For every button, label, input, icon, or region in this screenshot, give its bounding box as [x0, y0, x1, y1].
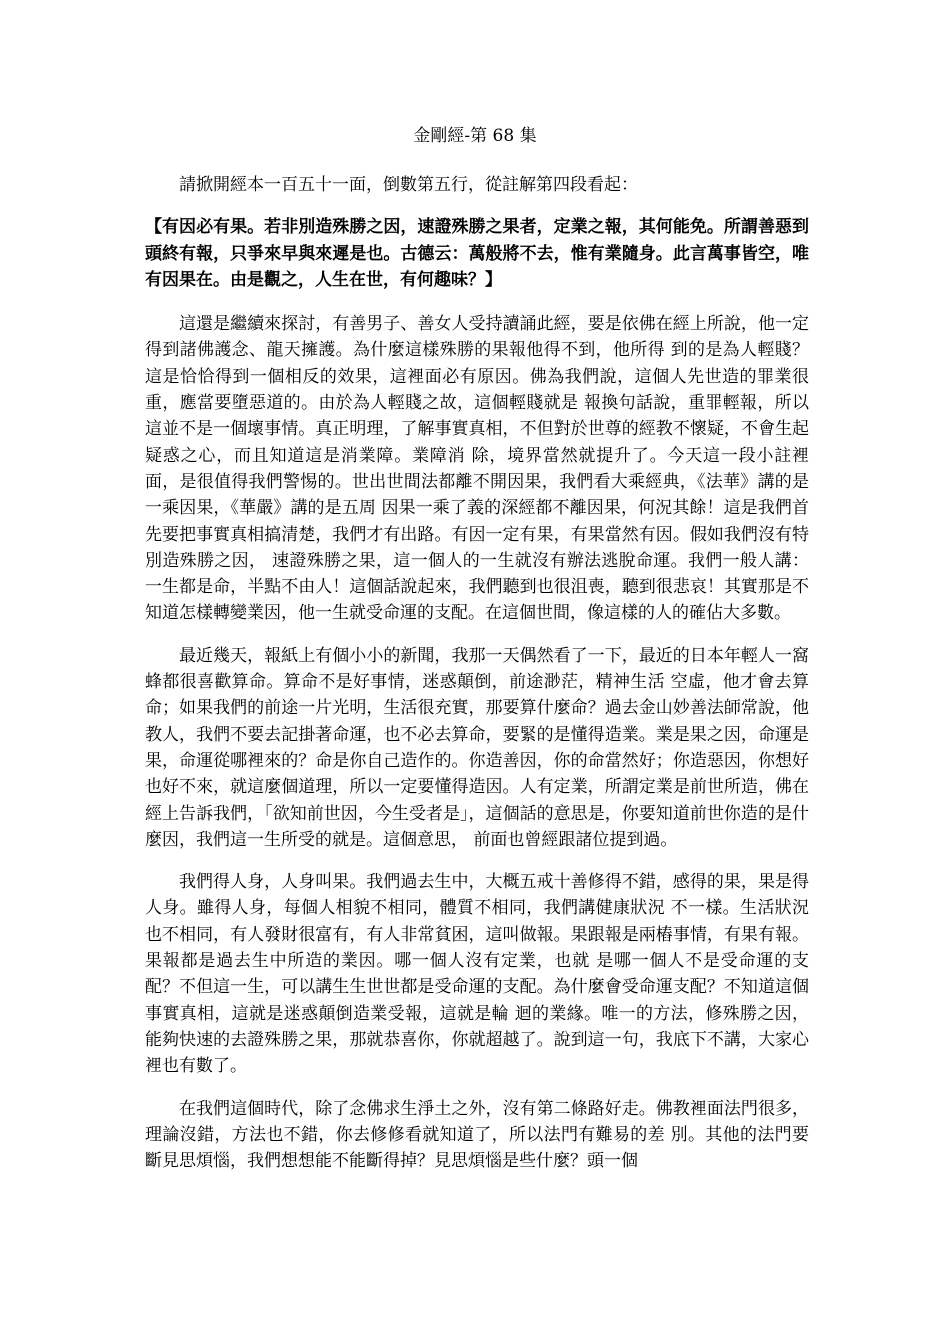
commentary-quote: 【有因必有果。若非別造殊勝之因，速證殊勝之果者，定業之報，其何能免。所謂善惡到頭終有報，只爭來早與來遲是也。古德云：萬般將不去，惟有業隨身。此言萬事皆空，唯有因果在。由是觀之，人生在世，有何趣味？】 [145, 217, 809, 290]
body-paragraph: 這還是繼續來探討，有善男子、善女人受持讀誦此經，要是依佛在經上所說，他一定得到諸佛護念、龍天擁護。為什麼這樣殊勝的果報他得不到，他所得 到的是為人輕賤？這是恰恰得到一個相反的效果，這裡面必有原因。佛為我們說，這個人先世造的罪業很重，應當要墮惡道的。由於為人輕賤之故，這個輕賤就是 報換句話說，重罪輕報，所以這並不是一個壞事情。真正明理，了解事實真相，不但對於世尊的經教不懷疑，不會生起疑惑之心，而且知道這是消業障。業障消 除，境界當然就提升了。今天這一段小註裡面，是很值得我們警惕的。世出世間法都離不開因果，我們看大乘經典，《法華》講的是一乘因果，《華嚴》講的是五周 因果一乘了義的深經都不離因果，何況其餘！這是我們首先要把事實真相搞清楚，我們才有出路。有因一定有果，有果當然有因。假如我們沒有特別造殊勝之因， 速證殊勝之果，這一個人的一生就沒有辦法逃脫命運。我們一般人講：一生都是命，半點不由人！這個話說起來，我們聽到也很沮喪，聽到很悲哀！其實那是不知道怎樣轉變業因，他一生就受命運的支配。在這個世間，像這樣的人的確佔大多數。 [145, 314, 809, 624]
intro-paragraph: 請掀開經本一百五十一面，倒數第五行，從註解第四段看起： [179, 175, 638, 195]
document-body [145, 172, 809, 1174]
page-title: 金剛經-第 68 集 [413, 126, 537, 146]
body-paragraph: 最近幾天，報紙上有個小小的新聞，我那一天偶然看了一下，最近的日本年輕人一窩蜂都很喜歡算命。算命不是好事情，迷惑顛倒，前途渺茫，精神生活 空虛，他才會去算命；如果我們的前途一片光明，生活很充實，那要算什麼命？過去金山妙善法師常說，他教人，我們不要去記掛著命運，也不必去算命，要緊的是懂得造業。業是果之因，命運是果，命運從哪裡來的？命是你自己造作的。你造善因，你的命當然好；你造惡因，你想好也好不來，就這麼個道理，所以一定要懂得造因。人有定業，所謂定業是前世所造，佛在經上告訴我們，「欲知前世因，今生受者是」，這個話的意思是，你要知道前世你造的是什麼因，我們這一生所受的就是。這個意思， 前面也曾經跟諸位提到過。 [145, 645, 809, 850]
body-paragraph: 我們得人身，人身叫果。我們過去生中，大概五戒十善修得不錯，感得的果，果是得人身。雖得人身，每個人相貌不相同，體質不相同，我們講健康狀況 不一樣。生活狀況也不相同，有人發財很富有，有人非常貧困，這叫做報。果跟報是兩樁事情，有果有報。果報都是過去生中所造的業因。哪一個人沒有定業，也就 是哪一個人不是受命運的支配？不但這一生，可以講生生世世都是受命運的支配。為什麼會受命運支配？不知道這個事實真相，這就是迷惑顛倒造業受報，這就是輪 迴的業緣。唯一的方法，修殊勝之因，能夠快速的去證殊勝之果，那就恭喜你，你就超越了。說到這一句，我底下不講，大家心裡也有數了。 [145, 872, 809, 1077]
body-paragraph: 在我們這個時代，除了念佛求生淨土之外，沒有第二條路好走。佛教裡面法門很多，理論沒錯，方法也不錯，你去修修看就知道了，所以法門有難易的差 別。其他的法門要斷見思煩惱，我們想想能不能斷得掉？見思煩惱是些什麼？頭一個 [145, 1098, 809, 1172]
